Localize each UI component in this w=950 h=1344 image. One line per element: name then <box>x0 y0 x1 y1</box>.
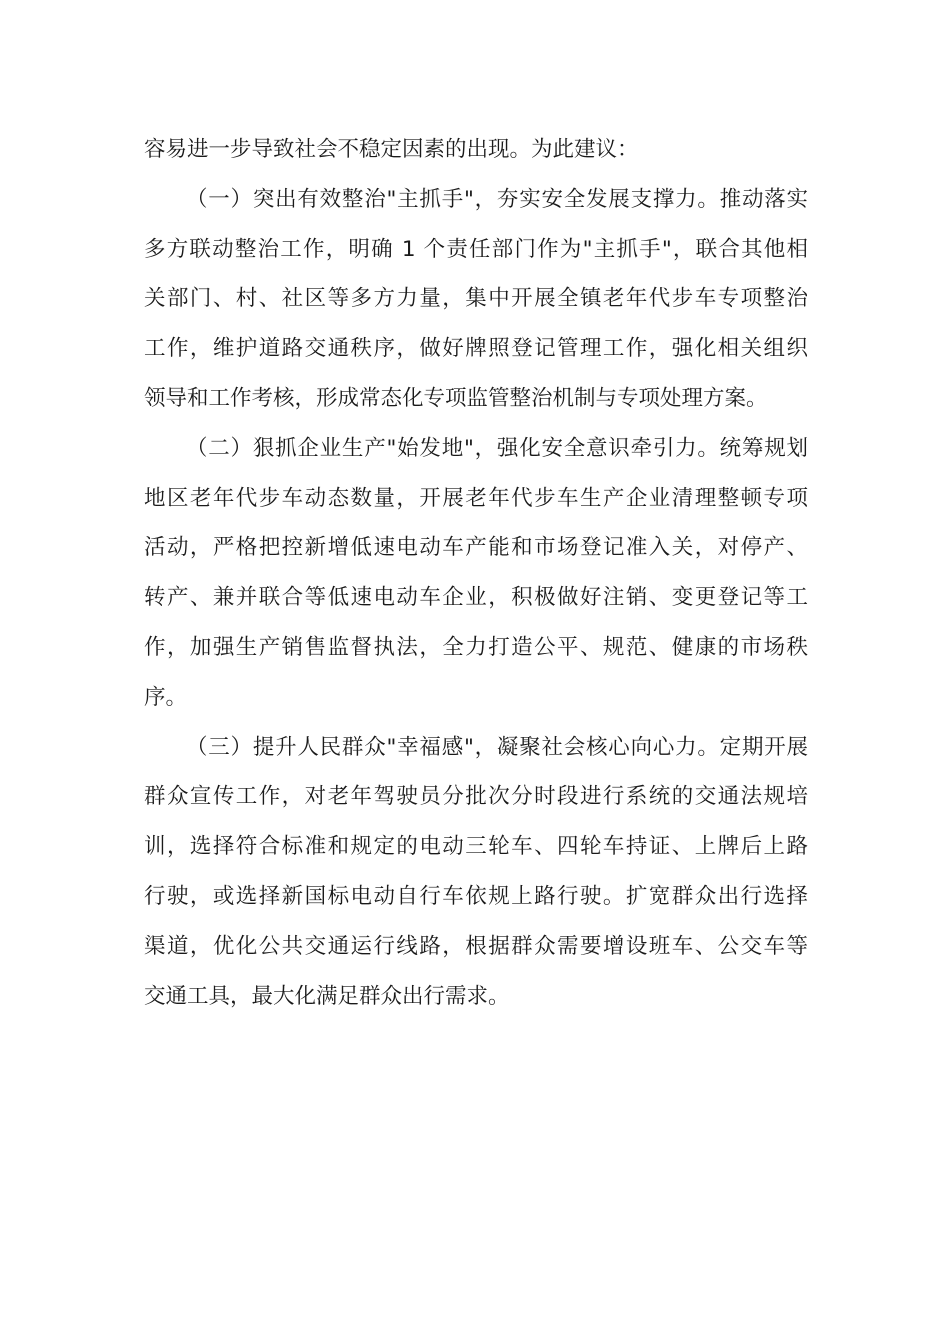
paragraph-line: 关部门、村、社区等多方力量，集中开展全镇老年代步车专项整治 <box>144 286 808 312</box>
paragraph-line: 多方联动整治工作，明确 1 个责任部门作为"主抓手"，联合其他相 <box>144 236 808 262</box>
paragraph-line: 容易进一步导致社会不稳定因素的出现。为此建议： <box>144 137 639 162</box>
paragraph-line: 群众宣传工作，对老年驾驶员分批次分时段进行系统的交通法规培 <box>144 784 808 810</box>
paragraph-line: （三）提升人民群众"幸福感"，凝聚社会核心向心力。定期开展 <box>186 734 808 760</box>
paragraph-line: 行驶，或选择新国标电动自行车依规上路行驶。扩宽群众出行选择 <box>144 883 808 909</box>
paragraph-line: 渠道，优化公共交通运行线路，根据群众需要增设班车、公交车等 <box>144 933 808 959</box>
paragraph-line: 工作，维护道路交通秩序，做好牌照登记管理工作，强化相关组织 <box>144 336 808 362</box>
paragraph-line: 作，加强生产销售监督执法，全力打造公平、规范、健康的市场秩 <box>144 634 808 660</box>
paragraph-line: 序。 <box>144 684 188 710</box>
paragraph-line: 转产、兼并联合等低速电动车企业，积极做好注销、变更登记等工 <box>144 585 808 611</box>
paragraph-line: 交通工具，最大化满足群众出行需求。 <box>144 983 510 1009</box>
paragraph-line: 领导和工作考核，形成常态化专项监管整治机制与专项处理方案。 <box>144 385 768 411</box>
document-body <box>144 125 808 1021</box>
paragraph-line: 训，选择符合标准和规定的电动三轮车、四轮车持证、上牌后上路 <box>144 834 808 860</box>
paragraph-line: 地区老年代步车动态数量，开展老年代步车生产企业清理整顿专项 <box>144 485 808 511</box>
paragraph-line: （一）突出有效整治"主抓手"，夯实安全发展支撑力。推动落实 <box>186 186 808 212</box>
paragraph-line: 活动，严格把控新增低速电动车产能和市场登记准入关，对停产、 <box>144 535 808 561</box>
paragraph-line: （二）狠抓企业生产"始发地"，强化安全意识牵引力。统筹规划 <box>186 435 808 461</box>
